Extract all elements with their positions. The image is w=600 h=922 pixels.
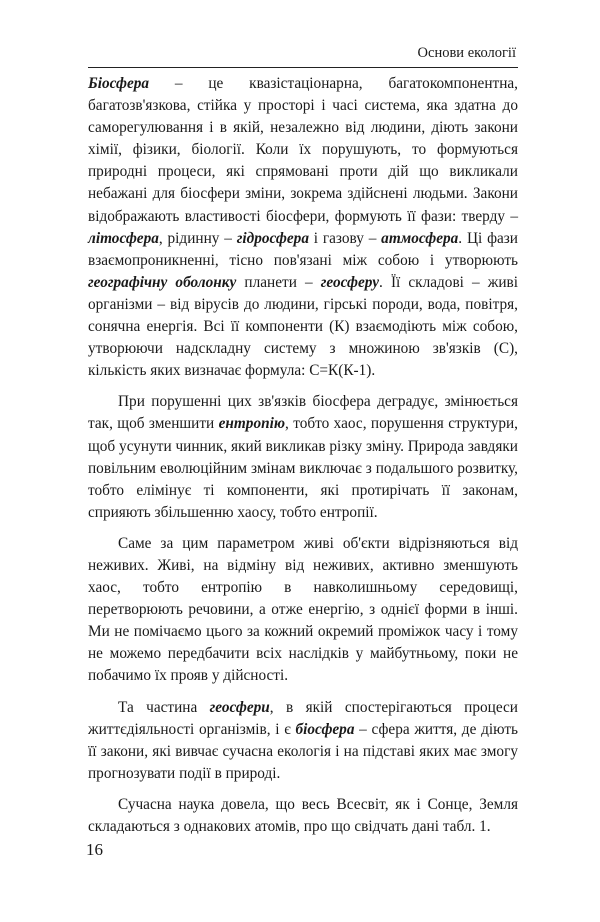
term-biosphere: біосфера bbox=[295, 720, 355, 738]
running-title: Основи екології bbox=[417, 45, 516, 61]
paragraph-geosphere-part bbox=[88, 697, 518, 785]
text-run: При порушенні цих зв'язків біосфера деградує, змінюється так, щоб зменшити bbox=[88, 393, 518, 433]
term-geosphere: геосфери bbox=[209, 698, 270, 716]
term-hydrosphere: гідросфера bbox=[236, 229, 309, 247]
term-entropy: ентропію bbox=[218, 415, 286, 433]
text-run: , тобто хаос, порушення структури, щоб усунути чинник, який викликав різку зміну. Природа завдяки повільним еволюційним змінам виключає з подальшого розвитку, тобто елімінує ті компоненти, які протирічать її законам, сприяють збільшенню хаосу, тобто ентропії. bbox=[88, 415, 518, 521]
text-run: . Її складові – живі організми – від вірусів до людини, гірські породи, вода, повітря, сонячна енергія. Всі її компоненти (К) взаємодіють між собою, утворюючи надскладну систему з множиною зв'язків (С), кількість яких визначає формула: С=К(К-1). bbox=[88, 273, 519, 380]
page-number: 16 bbox=[86, 840, 103, 859]
term-geosphere: геосферу bbox=[320, 273, 380, 291]
paragraph-modern-science bbox=[88, 794, 518, 838]
text-run: планети – bbox=[236, 273, 321, 291]
text-run: – це квазістаціонарна, багатокомпонентна, багатозв'язкова, стійка у просторі і часі система, яка здатна до саморегулювання і в якій, незалежно від людини, діють закони хімії, фізики, біології. Коли їх порушують, то формуються природні процеси, які спрямовані проти дій що викликали небажані для біосфери зміни, зокрема здійснені людьми. Закони відображають властивості біосфери, формують її фази: тверду – bbox=[88, 75, 518, 225]
text-run: Та частина bbox=[118, 698, 210, 716]
term-atmosphere: атмосфера bbox=[381, 229, 459, 247]
text-run: , в якій спостерігаються процеси життєдіяльності організмів, і є bbox=[88, 698, 518, 738]
term-geographic-envelope: географічну оболонку bbox=[88, 273, 237, 291]
header-rule bbox=[88, 67, 518, 68]
paragraph-entropy bbox=[88, 391, 518, 524]
text-run: , рідинну – bbox=[158, 229, 237, 247]
paragraph-biosphere-definition bbox=[88, 73, 518, 382]
text-run: . Ці фази взаємопроникненні, тісно пов'язані між собою і утворюють bbox=[88, 229, 518, 269]
term-biosphere: Біосфера bbox=[88, 75, 150, 92]
paragraph-living-objects bbox=[88, 533, 518, 688]
body-text bbox=[88, 73, 518, 847]
text-run: – сфера життя, де діють її закони, які вивчає сучасна екологія і на підставі яких має змогу прогнозувати події в природі. bbox=[88, 720, 518, 782]
text-run: і газову – bbox=[308, 229, 382, 247]
text-run: Саме за цим параметром живі об'єкти відрізняються від неживих. Живі, на відміну від неживих, активно зменшують хаос, тобто ентропію в навколишньому середовищі, перетворюють речовини, а отже енергію, з однієї форми в інші. Ми не помічаємо цього за кожний окремий проміжок часу і тому не можемо передбачити всіх наслідків у майбутньому, поки не побачимо їх прояв у дійсності. bbox=[88, 534, 518, 685]
text-run: Сучасна наука довела, що весь Всесвіт, як і Сонце, Земля складаються з однакових атомів, про що свідчать дані табл. 1. bbox=[88, 795, 518, 835]
term-lithosphere: літосфера bbox=[88, 229, 159, 247]
